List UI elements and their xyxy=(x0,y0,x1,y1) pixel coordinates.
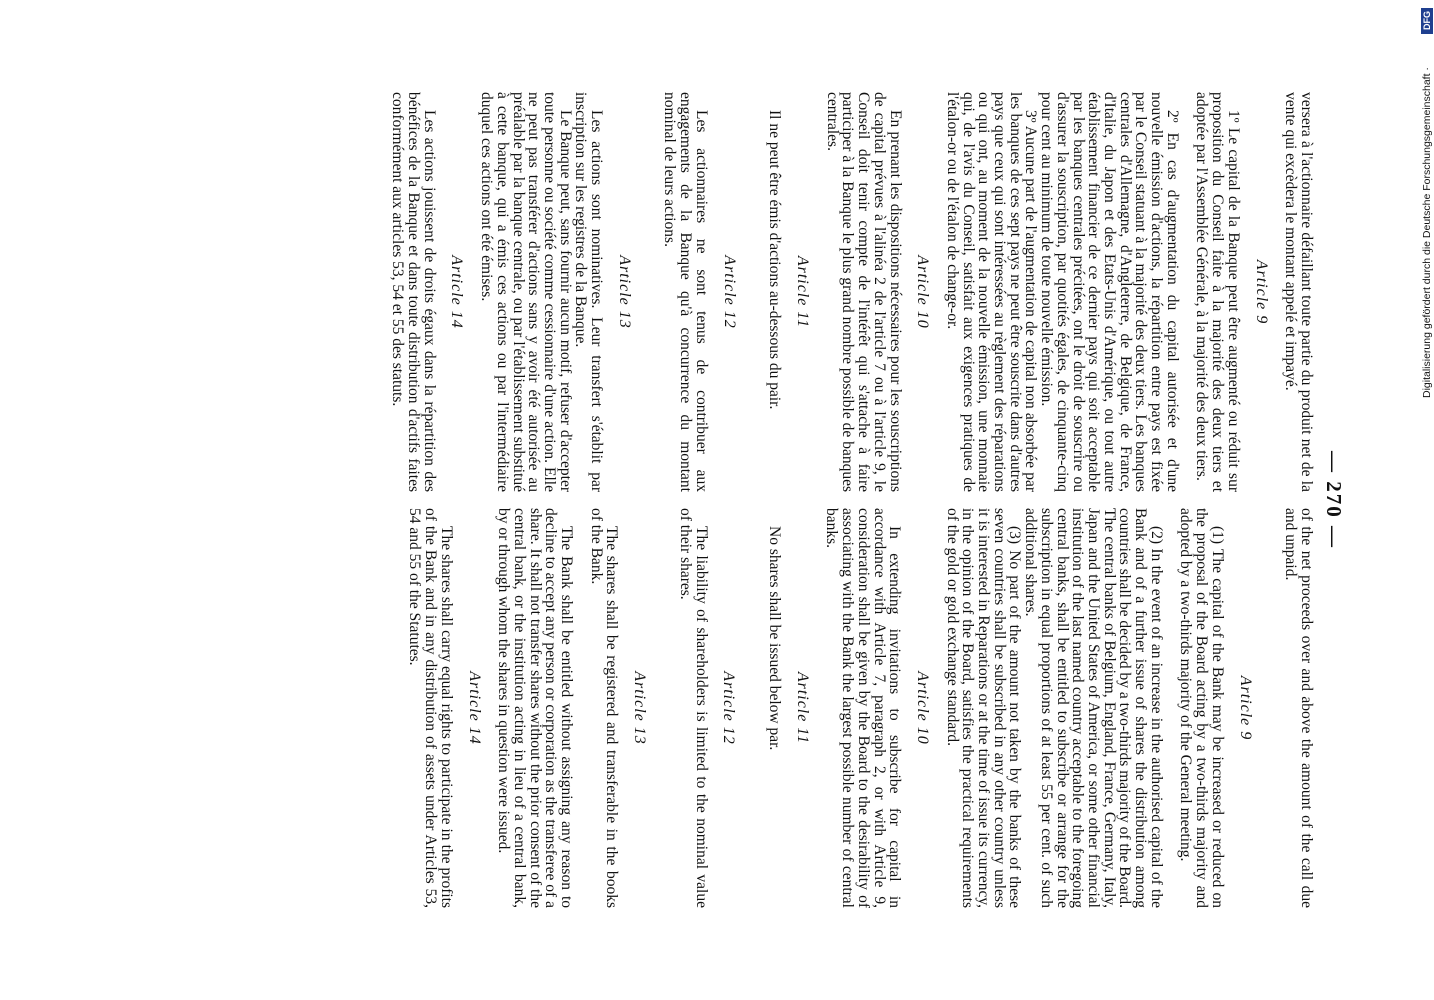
english-article-10-para-1: In extending invitations to subscribe for capital in accordance with Article 7, paragraph 2, or with Article 9, consideration shall be given by the Board to the desirability of associating with the Bank the largest possible number of central banks. xyxy=(823,508,904,908)
english-article-12-heading: Article 12 xyxy=(720,671,738,745)
french-article-9-para-1: 1º Le capital de la Banque peut être augmenté ou réduit sur proposition du Conseil faite à la majorité des deux tiers et adoptée par l'Assemblée Générale, à la majorité des deux tiers. xyxy=(1193,92,1242,492)
french-article-13-para-1: Les actions sont nominatives. Leur transfert s'établit par inscription sur les registres de la Banque. xyxy=(572,92,606,492)
english-continuation-paragraph: of the net proceeds over and above the amount of the call due and unpaid. xyxy=(1282,508,1315,908)
french-article-9-heading: Article 9 xyxy=(1252,259,1270,325)
english-article-13-para-1: The shares shall be registered and transferable in the books of the Bank. xyxy=(587,508,621,908)
english-article-10-heading: Article 10 xyxy=(913,671,931,745)
french-article-10-heading: Article 10 xyxy=(914,255,932,329)
english-article-14-heading: Article 14 xyxy=(465,671,483,745)
french-article-12-para-1: Les actionnaires ne sont tenus de contribuer aux engagements de la Banque qu'à concurrence du montant nominal de leurs actions. xyxy=(661,92,710,492)
english-article-9-para-3: (3) No part of the amount not taken by the banks of these seven countries shall be subscribed in any other country unless it is interested in Reparations or at the time of issue its currency, in the opinion of the Board, satisfies the practical requirements of the gold or gold exchange standard. xyxy=(943,508,1024,908)
english-article-12-para-1: The liability of shareholders is limited to the nominal value of their shares. xyxy=(676,508,710,908)
page-number: — 270 — xyxy=(1322,451,1346,549)
digitization-credit-text: Digitalisierung gefördert durch die Deutsche Forschungsgemeinschaft · xyxy=(1421,67,1433,398)
french-article-13-heading: Article 13 xyxy=(615,255,633,329)
french-article-9-para-3: 3º Aucune part de l'augmentation de capital non absorbée par les banques de ces sept pays ne peut être souscrite dans d'autres pays que ceux qui sont intéressées au règlement des réparations ou qui ont, au moment de la nouvelle émission, une monnaie qui, de l'avis du Conseil, satisfait aux exigences pratiques de l'étalon-or ou de l'étalon de change-or. xyxy=(943,92,1040,492)
dfg-logo-badge: DFG xyxy=(1421,8,1433,34)
french-continuation-paragraph: versera à l'actionnaire défaillant toute partie du produit net de la vente qui excèdera le montant appelé et impayé. xyxy=(1282,92,1315,492)
french-article-10-para-1: En prenant les dispositions nécessaires pour les souscriptions de capital prévues à l'alinéa 2 de l'article 7 ou à l'article 9, le Conseil doit tenir compte de l'intérêt qui s'attache à faire participer à la Banque le plus grand nombre possible de banques centrales. xyxy=(823,92,904,492)
french-article-13-para-2: Le Banque peut, sans fournir aucun motif, refuser d'accepter toute personne ou société comme cessionnaire d'une action. Elle ne peut pas transférer d'actions sans y avoir été autorisée au préalable par la banque centrale, ou par l'établissement substitué à cette banque, qui a émis ces actions ou par l'intermédiaire duquel ces actions ont été émises. xyxy=(478,92,574,492)
english-article-11-heading: Article 11 xyxy=(793,671,811,745)
english-article-9-heading: Article 9 xyxy=(1236,675,1254,741)
french-article-14-heading: Article 14 xyxy=(448,255,466,329)
english-text-column xyxy=(407,508,1314,908)
english-article-11-para-1: No shares shall be issued below par. xyxy=(766,526,784,751)
english-article-13-heading: Article 13 xyxy=(631,671,649,745)
digitization-credit xyxy=(1420,8,1434,998)
english-article-9-para-1: (1) The capital of the Bank may be increased or reduced on the proposal of the Board acting by a two-thirds majority and adopted by a two-thirds majority of the General meeting. xyxy=(1177,508,1226,908)
french-article-12-heading: Article 12 xyxy=(720,255,738,329)
french-article-14-para-1: Les actions jouissent de droits égaux dans la répartition des bénéfices de la Banque et dans toute distribution d'actifs faites conformément aux articles 53, 54 et 55 des statuts. xyxy=(389,92,438,492)
english-article-9-para-2: (2) In the event of an increase in the authorised capital of the Bank and of a further issue of shares the distribution among countries shall be decided by a two-thirds majority of the Board. The central banks of Belgium, England, France, Germany, Italy, Japan and the United States of America, or some other financial institution of the last named country acceptable to the foregoing central banks, shall be entitled to subscribe or arrange for the subscription in equal proportions of at least 55 per cent. of such additional shares. xyxy=(1022,508,1165,908)
french-article-9-para-2: 2º En cas d'augmentation du capital autorisée et d'une nouvelle émission d'actions, la répartition entre pays est fixée par le Conseil statuant à la majorité des deux tiers. Les banques centrales d'Allemagne, d'Angleterre, de Belgique, de France, d'Italie, du Japon et des Etats-Unis d'Amérique, ou tout autre établissement financier de ce dernier pays qui soit acceptable par les banques centrales précitées, ont le droit de souscrire ou d'assurer la souscription, par quotités égales, de cinquante-cinq pour cent au minimum de toute nouvelle émission. xyxy=(1038,92,1181,492)
french-article-11-heading: Article 11 xyxy=(794,255,812,329)
french-text-column xyxy=(390,92,1314,492)
english-article-13-para-2: The Bank shall be entitled without assigning any reason to decline to accept any person or corporation as the transferee of a share. It shall not transfer shares without the prior consent of the central bank, or the institution acting in lieu of a central bank, by or through whom the shares in question were issued. xyxy=(495,508,576,908)
french-article-11-para-1: Il ne peut être émis d'actions au-dessous du pair. xyxy=(766,110,784,410)
english-article-14-para-1: The shares shall carry equal rights to participate in the profits of the Bank and in any distribution of assets under Articles 53, 54 and 55 of the Statutes. xyxy=(406,508,455,908)
